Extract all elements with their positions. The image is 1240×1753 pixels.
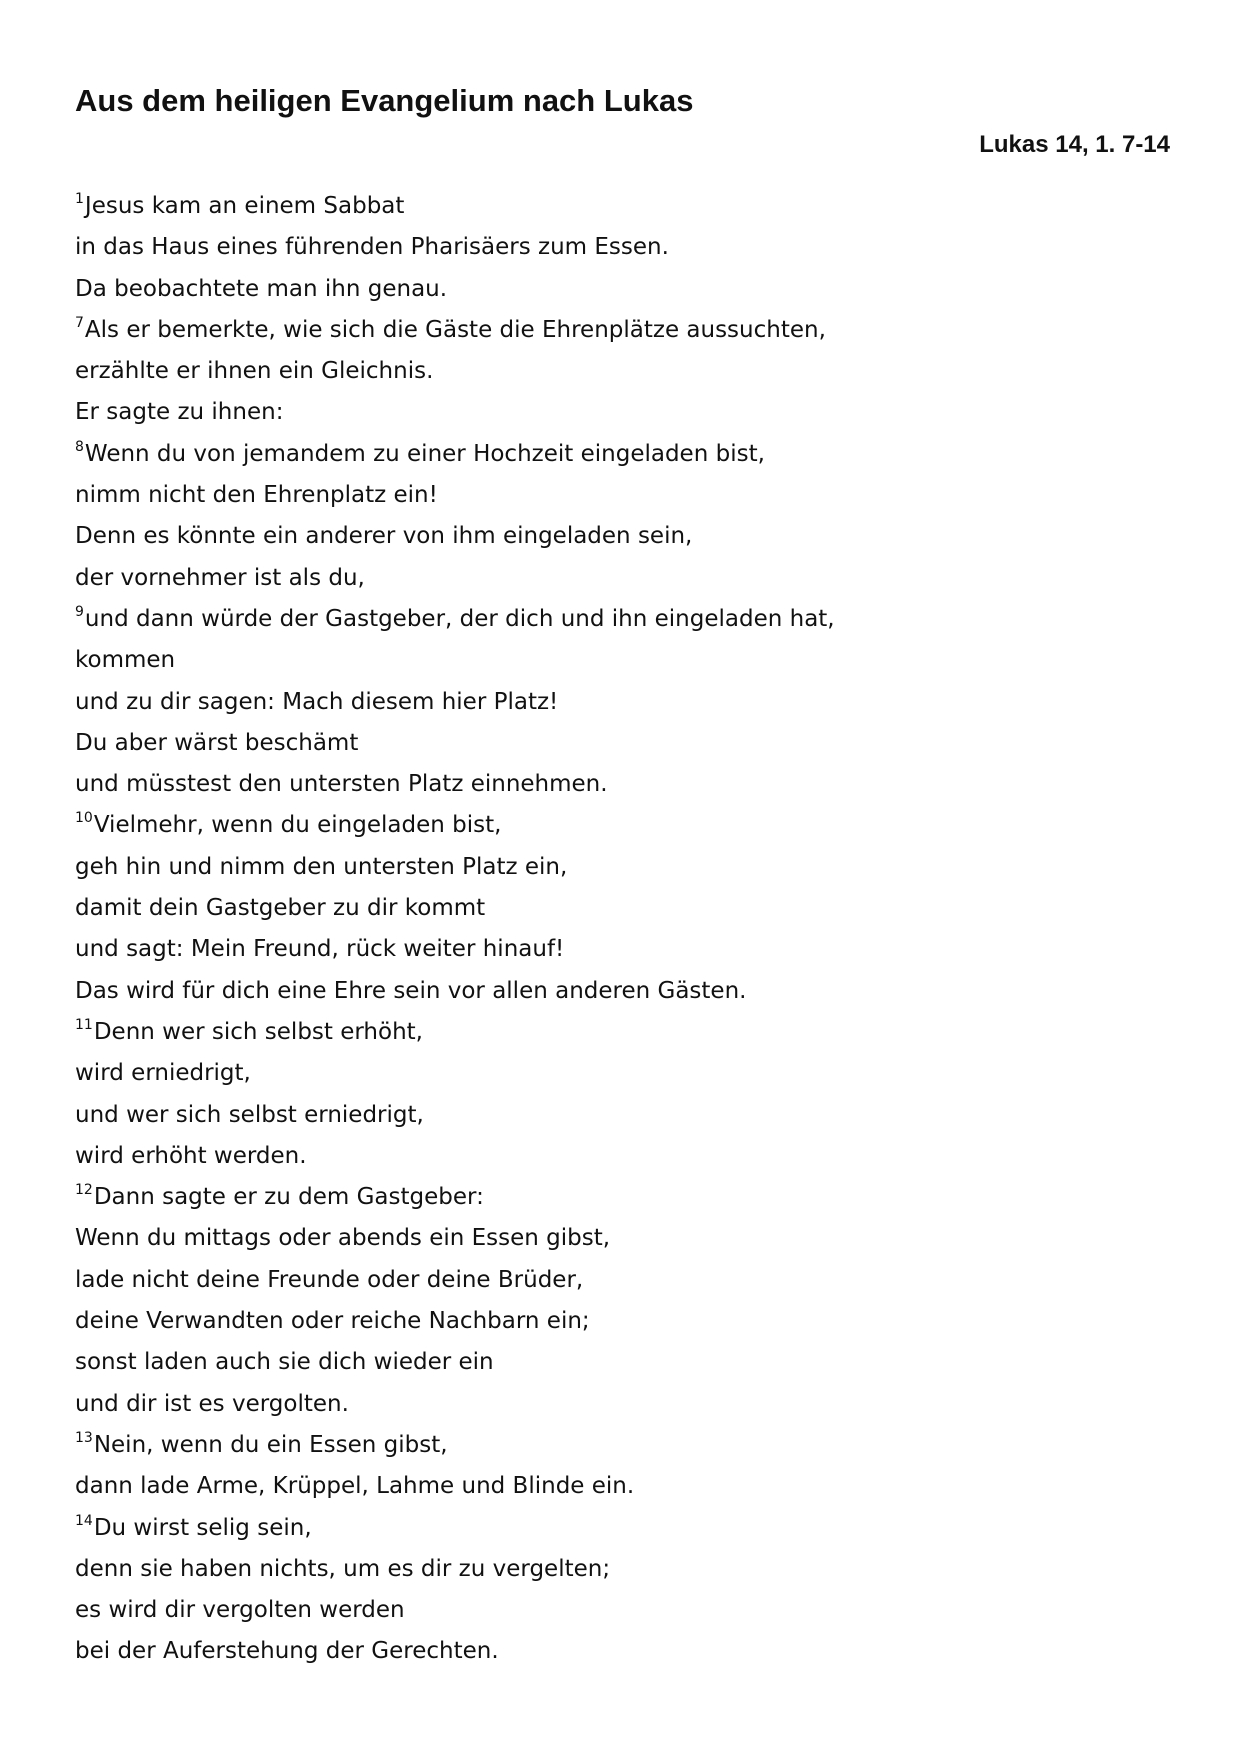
document-title: Aus dem heiligen Evangelium nach Lukas — [75, 83, 694, 118]
text-line — [75, 516, 835, 557]
text-line — [75, 1590, 835, 1631]
text-line — [75, 227, 835, 268]
text-line — [75, 475, 835, 516]
line-text: Er sagte zu ihnen: — [75, 399, 284, 426]
line-text: Du wirst selig sein, — [93, 1514, 312, 1541]
line-text: und dir ist es vergolten. — [75, 1390, 349, 1417]
text-line — [75, 1631, 835, 1672]
text-line — [75, 1425, 835, 1466]
text-line — [75, 310, 835, 351]
text-line — [75, 1384, 835, 1425]
text-line — [75, 1218, 835, 1259]
text-line — [75, 764, 835, 805]
line-text: der vornehmer ist als du, — [75, 564, 365, 591]
line-text: sonst laden auch sie dich wieder ein — [75, 1349, 494, 1376]
line-text: bei der Auferstehung der Gerechten. — [75, 1638, 499, 1665]
text-line — [75, 1508, 835, 1549]
text-line — [75, 929, 835, 970]
line-text: Das wird für dich eine Ehre sein vor allen anderen Gästen. — [75, 977, 747, 1004]
text-line — [75, 1260, 835, 1301]
line-text: erzählte er ihnen ein Gleichnis. — [75, 358, 434, 385]
line-text: Denn es könnte ein anderer von ihm eingeladen sein, — [75, 523, 693, 550]
text-line — [75, 351, 835, 392]
text-line — [75, 682, 835, 723]
line-text: und dann würde der Gastgeber, der dich und ihn eingeladen hat, — [84, 605, 835, 632]
scripture-reference: Lukas 14, 1. 7-14 — [979, 131, 1170, 158]
verse-number: 10 — [75, 810, 93, 827]
line-text: Als er bemerkte, wie sich die Gäste die Ehrenplätze aussuchten, — [84, 316, 826, 343]
line-text: es wird dir vergolten werden — [75, 1597, 405, 1624]
verse-number: 14 — [75, 1512, 93, 1529]
line-text: und sagt: Mein Freund, rück weiter hinauf! — [75, 936, 565, 963]
line-text: denn sie haben nichts, um es dir zu vergelten; — [75, 1555, 611, 1582]
verse-number: 9 — [75, 603, 84, 620]
line-text: geh hin und nimm den untersten Platz ein, — [75, 853, 568, 880]
text-line — [75, 888, 835, 929]
line-text: und müsstest den untersten Platz einnehmen. — [75, 771, 608, 798]
text-line — [75, 1095, 835, 1136]
text-line — [75, 1053, 835, 1094]
text-line — [75, 805, 835, 846]
verse-number: 13 — [75, 1429, 93, 1446]
line-text: Denn wer sich selbst erhöht, — [93, 1018, 423, 1045]
line-text: Du aber wärst beschämt — [75, 729, 359, 756]
line-text: damit dein Gastgeber zu dir kommt — [75, 895, 486, 922]
line-text: Nein, wenn du ein Essen gibst, — [93, 1431, 448, 1458]
verse-number: 11 — [75, 1016, 93, 1033]
line-text: Da beobachtete man ihn genau. — [75, 275, 448, 302]
text-line — [75, 1301, 835, 1342]
line-text: nimm nicht den Ehrenplatz ein! — [75, 482, 438, 509]
text-line — [75, 1466, 835, 1507]
verse-number: 1 — [75, 191, 84, 207]
text-line — [75, 1136, 835, 1177]
line-text: und zu dir sagen: Mach diesem hier Platz! — [75, 688, 559, 715]
text-line — [75, 1549, 835, 1590]
text-line — [75, 558, 835, 599]
line-text: und wer sich selbst erniedrigt, — [75, 1101, 424, 1128]
text-line — [75, 1342, 835, 1383]
text-line — [75, 1012, 835, 1053]
line-text: kommen — [75, 647, 176, 674]
text-line — [75, 1177, 835, 1218]
line-text: Wenn du mittags oder abends ein Essen gibst, — [75, 1225, 611, 1252]
line-text: dann lade Arme, Krüppel, Lahme und Blinde ein. — [75, 1473, 635, 1500]
gospel-text — [75, 186, 835, 1673]
line-text: deine Verwandten oder reiche Nachbarn ein; — [75, 1308, 590, 1335]
line-text: wird erhöht werden. — [75, 1142, 307, 1169]
text-line — [75, 269, 835, 310]
text-line — [75, 186, 835, 227]
line-text: wird erniedrigt, — [75, 1060, 251, 1087]
line-text: Dann sagte er zu dem Gastgeber: — [93, 1184, 484, 1211]
line-text: Wenn du von jemandem zu einer Hochzeit eingeladen bist, — [84, 440, 765, 467]
verse-number: 8 — [75, 438, 84, 455]
text-line — [75, 599, 835, 640]
text-line — [75, 971, 835, 1012]
text-line — [75, 392, 835, 433]
text-line — [75, 640, 835, 681]
text-line — [75, 723, 835, 764]
text-line — [75, 847, 835, 888]
line-text: lade nicht deine Freunde oder deine Brüder, — [75, 1266, 584, 1293]
line-text: in das Haus eines führenden Pharisäers zum Essen. — [75, 234, 669, 261]
line-text: Jesus kam an einem Sabbat — [84, 193, 405, 219]
verse-number: 12 — [75, 1182, 93, 1199]
verse-number: 7 — [75, 314, 84, 331]
line-text: Vielmehr, wenn du eingeladen bist, — [93, 812, 502, 839]
text-line — [75, 434, 835, 475]
